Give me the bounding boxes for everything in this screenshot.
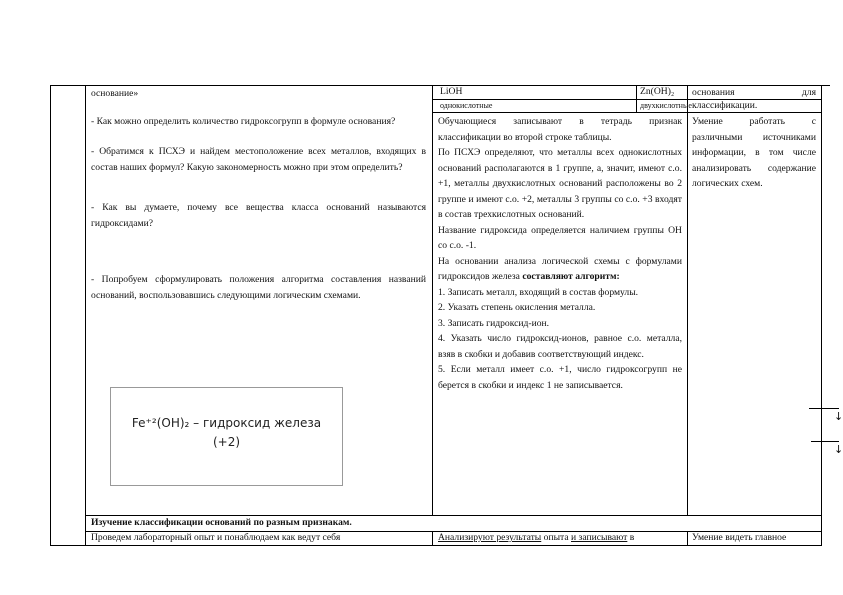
students-step-4: 4. Указать число гидроксид-ионов, равное с.о. металла, взяв в скобки и добавив соответствующий индекс. [438, 333, 682, 360]
students-step-2: 2. Указать степень окисления металла. [438, 302, 596, 313]
bottom-students-text: Анализируют результаты опыта и записывают в [438, 532, 635, 543]
students-text [438, 114, 682, 393]
mini-table-dvukhkislotnye: двухкислотные [640, 101, 692, 110]
formula-valence: (+2) [212, 435, 241, 449]
table-bottom-border [50, 545, 822, 546]
students-p1: Обучающиеся записывают в тетрадь признак классификации во второй строке таблицы. [438, 116, 682, 143]
col-line-left [50, 85, 51, 545]
col-line-students [687, 85, 688, 515]
question-gidroksidy: - Как вы думаете, почему все вещества класса оснований называются гидроксидами? [91, 202, 426, 229]
bottom-skills-text: Умение видеть главное [692, 532, 787, 543]
formula-box [110, 387, 343, 486]
col-line-teacher [432, 85, 433, 515]
mini-table-lioh: LiOH [440, 86, 463, 97]
bottom-teacher-text: Проведем лабораторный опыт и понаблюдаем как ведут себя [91, 532, 341, 543]
teacher-cut-word: основание» [91, 88, 139, 99]
down-arrow-icon: ↓ [834, 443, 843, 456]
col-line-teacher-bottom [432, 531, 433, 545]
col-line-stage [85, 85, 86, 545]
section-heading: Изучение классификации оснований по разным признакам. [91, 517, 352, 528]
mini-table-znoh2: Zn(OH)₂ [640, 86, 675, 97]
teacher-question-1 [91, 114, 426, 130]
skills-top-text: основания для классификации. [692, 87, 816, 111]
students-step-1: 1. Записать металл, входящий в состав формулы. [438, 286, 639, 298]
teacher-top-text [91, 86, 426, 102]
teacher-question-3 [91, 200, 426, 231]
students-p2: По ПСХЭ определяют, что металлы всех однокислотных оснований располагаются в 1 группе, а, значит, имеют с.о. +1, металлы двухкислотных оснований расположены во 2 группе и имеют с.о. +2, металлы 3 группы со с.о. +3 входят в состав трехкислотных оснований. [438, 147, 682, 220]
students-p3: Название гидроксида определяется наличием группы OH со с.о. -1. [438, 224, 682, 251]
skills-mid-line [687, 112, 821, 113]
down-arrow-icon: ↓ [834, 410, 843, 423]
students-step-5: 5. Если металл имеет с.о. +1, число гидроксогрупп не берется в скобки и индекс 1 не записывается. [438, 364, 682, 391]
margin-connector-1 [809, 408, 839, 409]
col-line-right [821, 85, 822, 545]
students-step-3: 3. Записать гидроксид-ион. [438, 317, 550, 329]
teacher-question-4 [91, 272, 426, 303]
margin-connector-2 [811, 441, 839, 442]
mini-table-bottom [432, 112, 687, 113]
formula-text: Fe⁺²(OH)₂ – гидроксид железа [131, 416, 322, 430]
question-algorithm: - Попробуем сформулировать положения алгоритма составления названий оснований, воспользовавшись следующими логическим схемами. [91, 274, 426, 301]
skills-main-text: Умение работать с различными источниками информации, в том числе анализировать содержание логических схем. [692, 116, 816, 189]
question-pshe: - Обратимся к ПСХЭ и найдем местоположение всех металлов, входящих в состав наших формул? Какую закономерность можно при этом определить? [91, 146, 426, 173]
mini-table-odnokislotnye: однокислотные [440, 101, 493, 110]
students-p4: На основании анализа логической схемы с формулами гидроксидов железа составляют алгоритм: [438, 255, 682, 282]
question-gidroksogrupp: - Как можно определить количество гидроксогрупп в формуле основания? [91, 116, 396, 127]
mini-table-split [636, 85, 637, 112]
teacher-question-2 [91, 144, 426, 175]
col-line-students-bottom [687, 531, 688, 545]
